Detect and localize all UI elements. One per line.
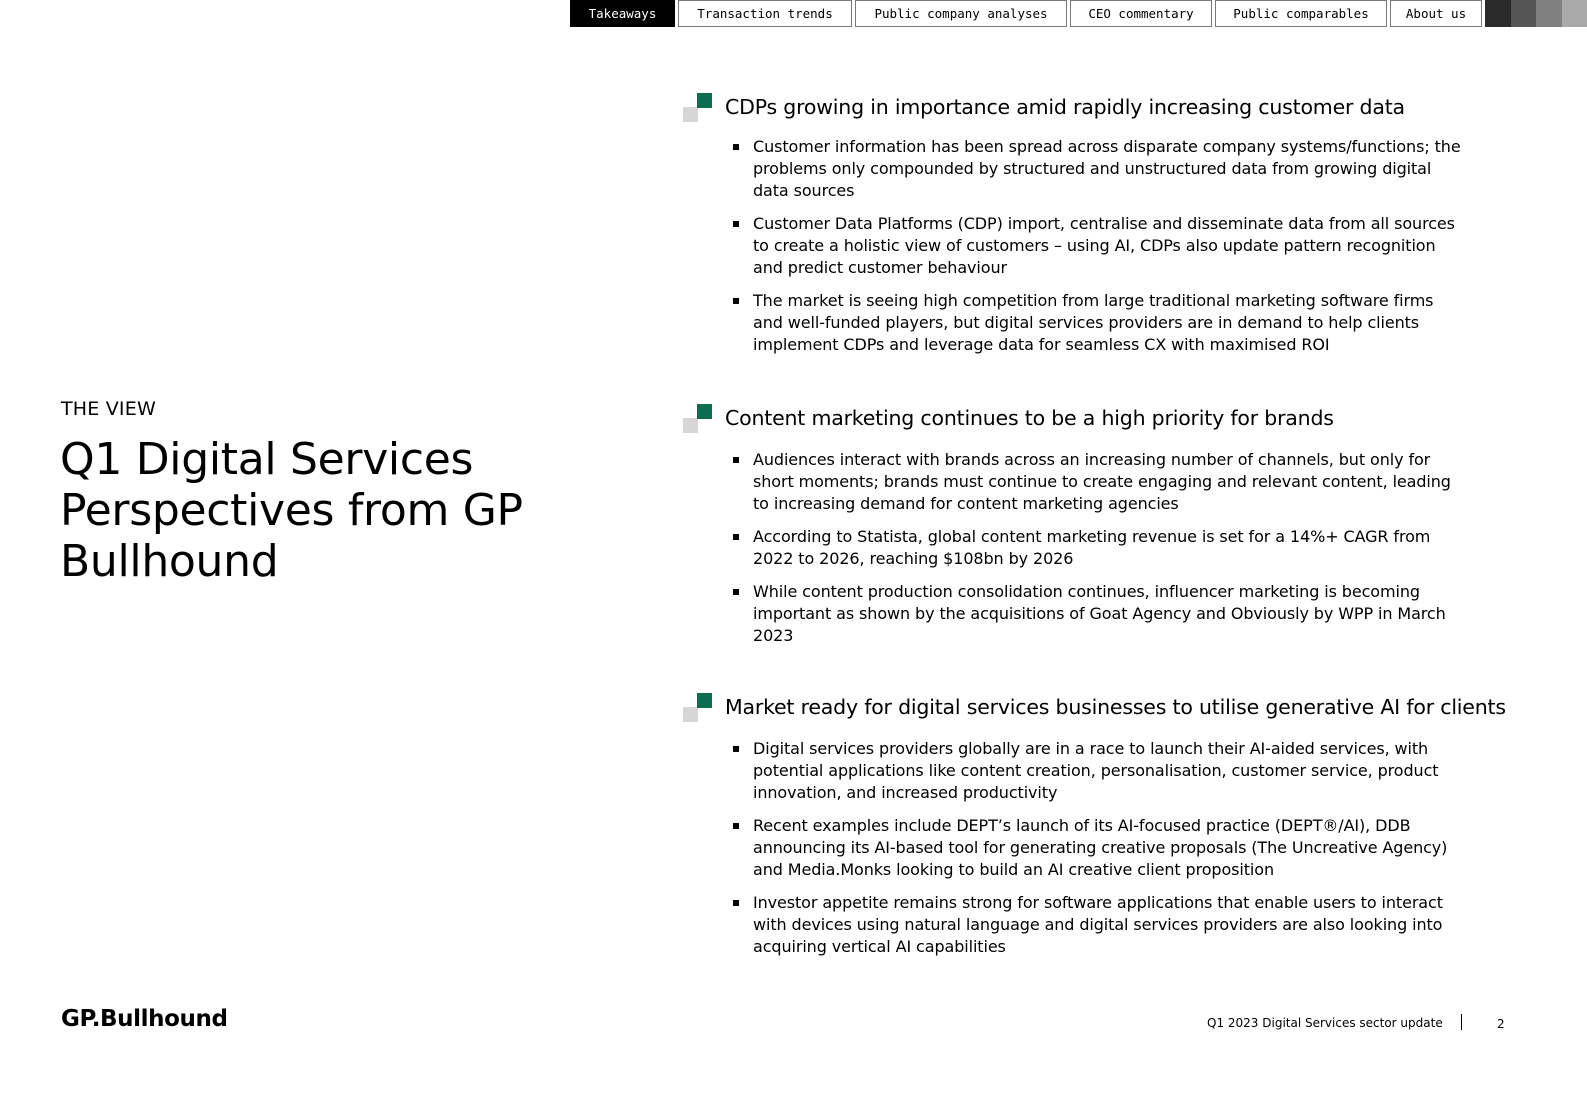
bullet-item: While content production consolidation continues, influencer marketing is becoming important as shown by the acquisitions of Goat Agency and Obviously by WPP in March 2023	[733, 581, 1468, 647]
nav-end-shade	[1511, 0, 1537, 27]
nav-end-shade	[1562, 0, 1587, 27]
footer-divider	[1461, 1014, 1462, 1030]
section-cdps	[683, 93, 1563, 354]
page-title: Q1 Digital Services Perspectives from GP Bullhound	[60, 434, 523, 587]
bullet-list	[733, 738, 1468, 969]
tab-public-company-analyses[interactable]: Public company analyses	[855, 0, 1067, 27]
section-marker-icon	[683, 693, 712, 722]
tab-about-us[interactable]: About us	[1390, 0, 1482, 27]
section-heading: CDPs growing in importance amid rapidly increasing customer data	[725, 95, 1405, 119]
bullet-item: Customer information has been spread across disparate company systems/functions; the problems only compounded by structured and unstructured data from growing digital data sources	[733, 136, 1468, 202]
section-content-marketing	[683, 404, 1563, 645]
section-header	[683, 93, 1563, 125]
nav-end-shade	[1536, 0, 1562, 27]
section-marker-icon	[683, 404, 712, 433]
page-number: 2	[1497, 1017, 1505, 1031]
eyebrow-label: THE VIEW	[61, 398, 156, 420]
gp-bullhound-logo: GP.Bullhound	[61, 1006, 228, 1032]
tab-takeaways[interactable]: Takeaways	[570, 0, 675, 27]
bullet-item: According to Statista, global content marketing revenue is set for a 14%+ CAGR from 2022 to 2026, reaching $108bn by 2026	[733, 526, 1468, 570]
bullet-item: Recent examples include DEPT’s launch of its AI-focused practice (DEPT®/AI), DDB announcing its AI-based tool for generating creative proposals (The Uncreative Agency) and Media.Monks looking to build an AI creative client proposition	[733, 815, 1468, 881]
section-marker-icon	[683, 93, 712, 122]
bullet-item: Audiences interact with brands across an increasing number of channels, but only for short moments; brands must continue to create engaging and relevant content, leading to increasing demand for content marketing agencies	[733, 449, 1468, 515]
nav-end-gradient	[1485, 0, 1587, 27]
top-nav-tabs	[570, 0, 1587, 28]
bullet-item: Digital services providers globally are in a race to launch their AI-aided services, with potential applications like content creation, personalisation, customer service, product innovation, and increased productivity	[733, 738, 1468, 804]
bullet-list	[733, 449, 1468, 658]
section-generative-ai	[683, 693, 1563, 956]
section-header	[683, 693, 1563, 725]
tab-ceo-commentary[interactable]: CEO commentary	[1070, 0, 1212, 27]
section-heading: Content marketing continues to be a high priority for brands	[725, 406, 1334, 430]
section-header	[683, 404, 1563, 436]
bullet-item: Investor appetite remains strong for software applications that enable users to interact with devices using natural language and digital services providers are also looking into acquiring vertical AI capabilities	[733, 892, 1468, 958]
bullet-item: Customer Data Platforms (CDP) import, centralise and disseminate data from all sources to create a holistic view of customers – using AI, CDPs also update pattern recognition and predict customer behaviour	[733, 213, 1468, 279]
tab-public-comparables[interactable]: Public comparables	[1215, 0, 1387, 27]
nav-end-shade	[1485, 0, 1511, 27]
bullet-list	[733, 136, 1468, 367]
tab-transaction-trends[interactable]: Transaction trends	[678, 0, 852, 27]
footer-report-title: Q1 2023 Digital Services sector update	[1207, 1016, 1443, 1030]
bullet-item: The market is seeing high competition from large traditional marketing software firms and well-funded players, but digital services providers are in demand to help clients implement CDPs and leverage data for seamless CX with maximised ROI	[733, 290, 1468, 356]
section-heading: Market ready for digital services businesses to utilise generative AI for clients	[725, 695, 1506, 719]
